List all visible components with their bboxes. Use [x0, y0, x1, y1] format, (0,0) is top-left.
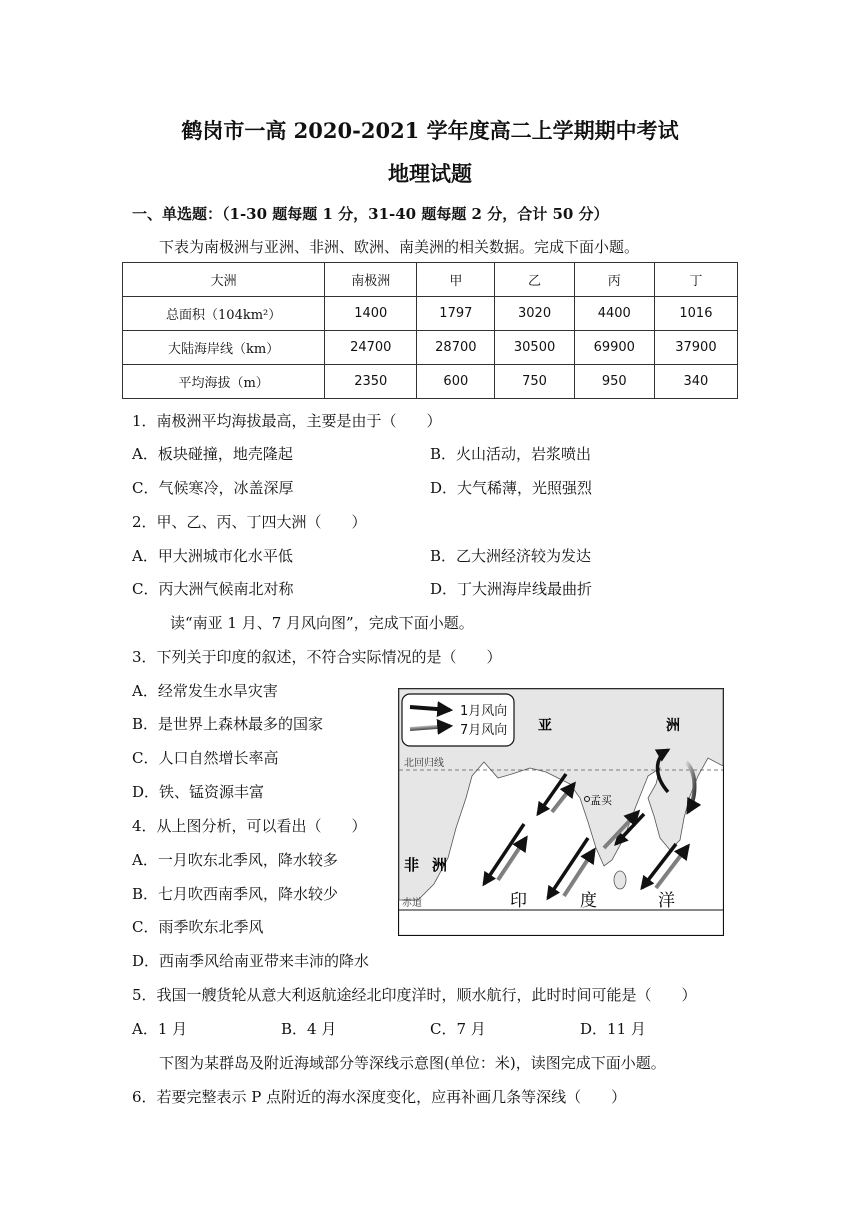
question-3-option-d: D．铁、锰资源丰富	[132, 783, 265, 801]
question-3-stem: 3．下列关于印度的叙述，不符合实际情况的是（ ）	[132, 648, 502, 666]
table-row-label: 大陆海岸线（km）	[123, 331, 325, 365]
table-cell: 1797	[417, 297, 495, 331]
table-row	[123, 365, 738, 399]
question-2-option-c: C．丙大洲气候南北对称	[132, 580, 294, 598]
question-5-option-b: B．4 月	[281, 1020, 337, 1038]
label-asia-1: 亚	[538, 718, 552, 734]
question-1-option-d: D．大气稀薄，光照强烈	[430, 479, 593, 497]
label-africa-1: 非	[404, 856, 420, 874]
intro-table: 下表为南极洲与亚洲、非洲、欧洲、南美洲的相关数据。完成下面小题。	[159, 238, 640, 256]
exam-subtitle: 地理试题	[388, 161, 472, 186]
question-2-stem: 2．甲、乙、丙、丁四大洲（ ）	[132, 513, 367, 531]
table-header-cell: 丙	[574, 263, 654, 297]
question-2-option-b: B．乙大洲经济较为发达	[430, 547, 592, 565]
table-cell: 30500	[495, 331, 574, 365]
table-row-label: 总面积（104km²）	[123, 297, 325, 331]
question-6-stem: 6．若要完整表示 P 点附近的海水深度变化，应再补画几条等深线（ ）	[132, 1088, 627, 1106]
table-header-cell: 大洲	[123, 263, 325, 297]
question-5-option-c: C．7 月	[430, 1020, 486, 1038]
intro-isobath-map: 下图为某群岛及附近海域部分等深线示意图(单位：米)，读图完成下面小题。	[159, 1054, 666, 1072]
table-cell: 28700	[417, 331, 495, 365]
question-1-option-b: B．火山活动，岩浆喷出	[430, 445, 592, 463]
exam-title: 鹤岗市一高 2020-2021 学年度高二上学期期中考试	[181, 118, 679, 143]
label-mumbai: 孟买	[590, 794, 612, 807]
sri-lanka	[614, 871, 626, 889]
legend-box	[402, 694, 514, 746]
question-4-option-d: D．西南季风给南亚带来丰沛的降水	[132, 952, 370, 970]
table-header-cell: 乙	[495, 263, 574, 297]
question-3-option-a: A．经常发生水旱灾害	[132, 682, 278, 700]
label-africa-2: 洲	[432, 856, 448, 874]
intro-wind-map: 读“南亚 1 月、7 月风向图”，完成下面小题。	[170, 614, 474, 632]
question-4-option-c: C．雨季吹东北季风	[132, 918, 264, 936]
question-2-option-a: A．甲大洲城市化水平低	[132, 547, 293, 565]
question-3-option-b: B．是世界上森林最多的国家	[132, 715, 324, 733]
question-2-option-d: D．丁大洲海岸线最曲折	[430, 580, 593, 598]
legend-jan-label: 1月风向	[460, 704, 508, 719]
table-cell: 24700	[325, 331, 417, 365]
table-row-label: 平均海拔（m）	[123, 365, 325, 399]
label-equator: 赤道	[402, 898, 422, 909]
table-cell: 1016	[654, 297, 737, 331]
table-cell: 37900	[654, 331, 737, 365]
question-4-option-a: A．一月吹东北季风，降水较多	[132, 851, 338, 869]
question-4-option-b: B．七月吹西南季风，降水较少	[132, 885, 339, 903]
table-header-cell: 丁	[654, 263, 737, 297]
table-header-cell: 南极洲	[325, 263, 417, 297]
label-ocean-1: 印	[510, 891, 527, 911]
table-cell: 1400	[325, 297, 417, 331]
table-cell: 3020	[495, 297, 574, 331]
continent-data-table	[122, 262, 738, 399]
table-cell: 2350	[325, 365, 417, 399]
table-cell: 950	[574, 365, 654, 399]
legend-jul-label: 7月风向	[460, 723, 508, 738]
question-4-stem: 4．从上图分析，可以看出（ ）	[132, 817, 367, 835]
label-tropic: 北回归线	[404, 758, 444, 769]
label-asia-2: 洲	[666, 718, 680, 734]
question-1-stem: 1．南极洲平均海拔最高，主要是由于（ ）	[132, 412, 442, 430]
table-cell: 340	[654, 365, 737, 399]
label-ocean-2: 度	[580, 891, 597, 911]
table-cell: 69900	[574, 331, 654, 365]
table-header-row	[123, 263, 738, 297]
south-asia-wind-map	[398, 688, 724, 936]
table-cell: 750	[495, 365, 574, 399]
question-5-option-d: D．11 月	[580, 1020, 646, 1038]
question-3-option-c: C．人口自然增长率高	[132, 749, 279, 767]
section-heading: 一、单选题：（1-30 题每题 1 分，31-40 题每题 2 分，合计 50 分）	[132, 205, 609, 223]
table-row	[123, 331, 738, 365]
question-1-option-a: A．板块碰撞，地壳隆起	[132, 445, 293, 463]
question-5-stem: 5．我国一艘货轮从意大利返航途经北印度洋时，顺水航行，此时时间可能是（ ）	[132, 986, 697, 1004]
question-1-option-c: C．气候寒冷，冰盖深厚	[132, 479, 294, 497]
table-cell: 4400	[574, 297, 654, 331]
table-row	[123, 297, 738, 331]
question-5-option-a: A．1 月	[132, 1020, 188, 1038]
label-ocean-3: 洋	[658, 891, 675, 911]
table-cell: 600	[417, 365, 495, 399]
table-header-cell: 甲	[417, 263, 495, 297]
